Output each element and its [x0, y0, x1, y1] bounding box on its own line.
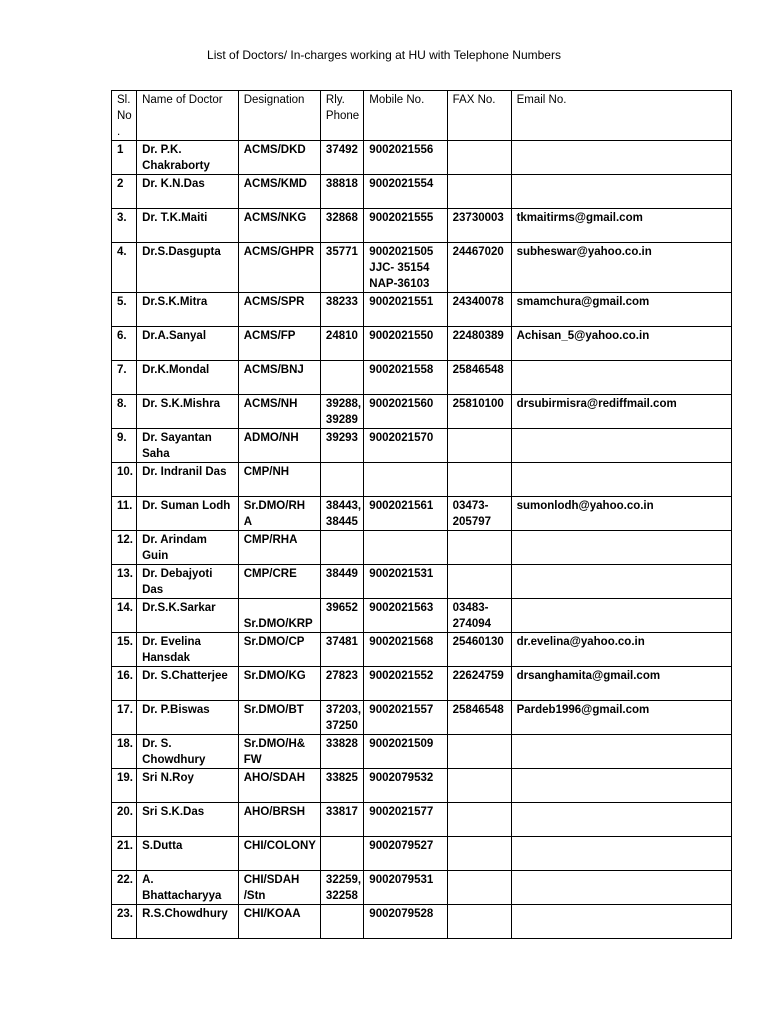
mobile-no-cell: 9002079532 [364, 769, 447, 803]
email-cell: subheswar@yahoo.co.in [511, 243, 731, 293]
sl-no-cell: 2 [112, 175, 137, 209]
fax-no-cell: 03473- 205797 [447, 497, 511, 531]
designation-cell: CMP/NH [238, 463, 320, 497]
designation-cell: Sr.DMO/H& FW [238, 735, 320, 769]
fax-no-cell [447, 871, 511, 905]
sl-no-cell: 8. [112, 395, 137, 429]
rly-phone-cell: 37203, 37250 [320, 701, 363, 735]
table-row [112, 701, 732, 735]
fax-no-cell [447, 803, 511, 837]
fax-no-cell: 25846548 [447, 701, 511, 735]
designation-cell: ADMO/NH [238, 429, 320, 463]
table-row [112, 905, 732, 939]
designation-cell: ACMS/NH [238, 395, 320, 429]
email-cell [511, 905, 731, 939]
email-cell: tkmaitirms@gmail.com [511, 209, 731, 243]
doctor-name-cell: R.S.Chowdhury [137, 905, 239, 939]
sl-no-cell: 1 [112, 141, 137, 175]
doctor-name-cell: Dr. Sayantan Saha [137, 429, 239, 463]
rly-phone-cell: 24810 [320, 327, 363, 361]
rly-phone-cell: 33825 [320, 769, 363, 803]
table-body [112, 141, 732, 939]
sl-no-cell: 6. [112, 327, 137, 361]
doctor-name-cell: Sri N.Roy [137, 769, 239, 803]
rly-phone-cell: 33817 [320, 803, 363, 837]
mobile-no-cell: 9002021561 [364, 497, 447, 531]
sl-no-cell: 13. [112, 565, 137, 599]
designation-cell: ACMS/FP [238, 327, 320, 361]
table-row [112, 497, 732, 531]
email-cell [511, 141, 731, 175]
table-row [112, 429, 732, 463]
mobile-no-cell: 9002079527 [364, 837, 447, 871]
doctor-name-cell: S.Dutta [137, 837, 239, 871]
header-sl-no: Sl. No . [112, 91, 137, 141]
page-title: List of Doctors/ In-charges working at HU with Telephone Numbers [207, 48, 561, 62]
fax-no-cell: 03483- 274094 [447, 599, 511, 633]
rly-phone-cell: 27823 [320, 667, 363, 701]
table-header-row [112, 91, 732, 141]
table-row [112, 463, 732, 497]
doctor-name-cell: Dr. S.K.Mishra [137, 395, 239, 429]
email-cell [511, 463, 731, 497]
mobile-no-cell: 9002021531 [364, 565, 447, 599]
header-fax-no: FAX No. [447, 91, 511, 141]
table-row [112, 395, 732, 429]
email-cell: smamchura@gmail.com [511, 293, 731, 327]
mobile-no-cell: 9002021568 [364, 633, 447, 667]
designation-cell: ACMS/SPR [238, 293, 320, 327]
sl-no-cell: 20. [112, 803, 137, 837]
rly-phone-cell: 32259, 32258 [320, 871, 363, 905]
designation-cell: ACMS/DKD [238, 141, 320, 175]
mobile-no-cell: 9002021509 [364, 735, 447, 769]
fax-no-cell [447, 175, 511, 209]
doctor-name-cell: Sri S.K.Das [137, 803, 239, 837]
designation-cell: Sr.DMO/KRP [238, 599, 320, 633]
table-row [112, 361, 732, 395]
designation-cell: CHI/COLONY [238, 837, 320, 871]
mobile-no-cell: 9002079531 [364, 871, 447, 905]
sl-no-cell: 4. [112, 243, 137, 293]
email-cell [511, 599, 731, 633]
email-cell [511, 531, 731, 565]
designation-cell: AHO/SDAH [238, 769, 320, 803]
sl-no-cell: 16. [112, 667, 137, 701]
table-row [112, 837, 732, 871]
sl-no-cell: 14. [112, 599, 137, 633]
fax-no-cell: 24467020 [447, 243, 511, 293]
rly-phone-cell [320, 463, 363, 497]
designation-cell: Sr.DMO/RH A [238, 497, 320, 531]
email-cell: drsubirmisra@rediffmail.com [511, 395, 731, 429]
sl-no-cell: 9. [112, 429, 137, 463]
email-cell [511, 361, 731, 395]
doctor-name-cell: Dr.A.Sanyal [137, 327, 239, 361]
doctor-name-cell: Dr. Arindam Guin [137, 531, 239, 565]
doctor-name-cell: Dr. T.K.Maiti [137, 209, 239, 243]
designation-cell: ACMS/NKG [238, 209, 320, 243]
header-name-of-doctor: Name of Doctor [137, 91, 239, 141]
doctor-name-cell: Dr. S. Chowdhury [137, 735, 239, 769]
mobile-no-cell: 9002021577 [364, 803, 447, 837]
table-row [112, 633, 732, 667]
mobile-no-cell [364, 463, 447, 497]
rly-phone-cell: 37481 [320, 633, 363, 667]
sl-no-cell: 21. [112, 837, 137, 871]
doctor-name-cell: Dr. S.Chatterjee [137, 667, 239, 701]
doctor-name-cell: Dr. Evelina Hansdak [137, 633, 239, 667]
email-cell [511, 735, 731, 769]
doctor-name-cell: Dr. P.K. Chakraborty [137, 141, 239, 175]
sl-no-cell: 15. [112, 633, 137, 667]
table-row [112, 565, 732, 599]
table-row [112, 769, 732, 803]
sl-no-cell: 19. [112, 769, 137, 803]
fax-no-cell [447, 735, 511, 769]
table-row [112, 667, 732, 701]
sl-no-cell: 22. [112, 871, 137, 905]
doctor-name-cell: Dr. P.Biswas [137, 701, 239, 735]
fax-no-cell: 25846548 [447, 361, 511, 395]
mobile-no-cell: 9002021556 [364, 141, 447, 175]
header-designation: Designation [238, 91, 320, 141]
rly-phone-cell: 39293 [320, 429, 363, 463]
mobile-no-cell [364, 531, 447, 565]
mobile-no-cell: 9002021550 [364, 327, 447, 361]
rly-phone-cell: 33828 [320, 735, 363, 769]
email-cell: sumonlodh@yahoo.co.in [511, 497, 731, 531]
rly-phone-cell: 38818 [320, 175, 363, 209]
fax-no-cell: 24340078 [447, 293, 511, 327]
fax-no-cell: 22480389 [447, 327, 511, 361]
table-row [112, 209, 732, 243]
table-row [112, 175, 732, 209]
designation-cell: CHI/KOAA [238, 905, 320, 939]
sl-no-cell: 23. [112, 905, 137, 939]
designation-cell: Sr.DMO/BT [238, 701, 320, 735]
doctors-table [111, 90, 732, 939]
sl-no-cell: 10. [112, 463, 137, 497]
email-cell [511, 803, 731, 837]
mobile-no-cell: 9002021558 [364, 361, 447, 395]
fax-no-cell [447, 463, 511, 497]
fax-no-cell: 23730003 [447, 209, 511, 243]
mobile-no-cell: 9002021505 JJC- 35154 NAP-36103 [364, 243, 447, 293]
email-cell [511, 175, 731, 209]
doctor-name-cell: Dr.S.K.Mitra [137, 293, 239, 327]
designation-cell: Sr.DMO/KG [238, 667, 320, 701]
sl-no-cell: 17. [112, 701, 137, 735]
designation-cell: ACMS/KMD [238, 175, 320, 209]
fax-no-cell [447, 531, 511, 565]
email-cell: dr.evelina@yahoo.co.in [511, 633, 731, 667]
designation-cell: ACMS/GHPR [238, 243, 320, 293]
rly-phone-cell [320, 905, 363, 939]
email-cell [511, 429, 731, 463]
sl-no-cell: 5. [112, 293, 137, 327]
doctor-name-cell: Dr. Debajyoti Das [137, 565, 239, 599]
rly-phone-cell: 35771 [320, 243, 363, 293]
fax-no-cell [447, 769, 511, 803]
rly-phone-cell: 38443, 38445 [320, 497, 363, 531]
doctor-name-cell: Dr.S.K.Sarkar [137, 599, 239, 633]
fax-no-cell: 25810100 [447, 395, 511, 429]
mobile-no-cell: 9002021555 [364, 209, 447, 243]
table-row [112, 327, 732, 361]
table-row [112, 141, 732, 175]
rly-phone-cell [320, 361, 363, 395]
sl-no-cell: 7. [112, 361, 137, 395]
fax-no-cell: 22624759 [447, 667, 511, 701]
fax-no-cell [447, 837, 511, 871]
doctor-name-cell: Dr.K.Mondal [137, 361, 239, 395]
doctor-name-cell: Dr.S.Dasgupta [137, 243, 239, 293]
doctor-name-cell: Dr. Suman Lodh [137, 497, 239, 531]
mobile-no-cell: 9002021557 [364, 701, 447, 735]
rly-phone-cell: 32868 [320, 209, 363, 243]
fax-no-cell: 25460130 [447, 633, 511, 667]
mobile-no-cell: 9002021551 [364, 293, 447, 327]
mobile-no-cell: 9002021554 [364, 175, 447, 209]
sl-no-cell: 18. [112, 735, 137, 769]
rly-phone-cell [320, 531, 363, 565]
fax-no-cell [447, 565, 511, 599]
designation-cell: CHI/SDAH /Stn [238, 871, 320, 905]
email-cell [511, 769, 731, 803]
sl-no-cell: 3. [112, 209, 137, 243]
table-row [112, 531, 732, 565]
rly-phone-cell: 38233 [320, 293, 363, 327]
rly-phone-cell: 39288, 39289 [320, 395, 363, 429]
mobile-no-cell: 9002021560 [364, 395, 447, 429]
sl-no-cell: 12. [112, 531, 137, 565]
rly-phone-cell: 39652 [320, 599, 363, 633]
designation-cell: AHO/BRSH [238, 803, 320, 837]
mobile-no-cell: 9002021570 [364, 429, 447, 463]
header-mobile-no: Mobile No. [364, 91, 447, 141]
mobile-no-cell: 9002079528 [364, 905, 447, 939]
mobile-no-cell: 9002021552 [364, 667, 447, 701]
designation-cell: ACMS/BNJ [238, 361, 320, 395]
email-cell: drsanghamita@gmail.com [511, 667, 731, 701]
table-row [112, 871, 732, 905]
fax-no-cell [447, 905, 511, 939]
rly-phone-cell: 37492 [320, 141, 363, 175]
designation-cell: Sr.DMO/CP [238, 633, 320, 667]
table-row [112, 735, 732, 769]
rly-phone-cell: 38449 [320, 565, 363, 599]
rly-phone-cell [320, 837, 363, 871]
email-cell [511, 871, 731, 905]
email-cell: Achisan_5@yahoo.co.in [511, 327, 731, 361]
designation-cell: CMP/CRE [238, 565, 320, 599]
table-row [112, 243, 732, 293]
fax-no-cell [447, 429, 511, 463]
mobile-no-cell: 9002021563 [364, 599, 447, 633]
fax-no-cell [447, 141, 511, 175]
header-email-no: Email No. [511, 91, 731, 141]
email-cell [511, 565, 731, 599]
doctor-name-cell: A. Bhattacharyya [137, 871, 239, 905]
sl-no-cell: 11. [112, 497, 137, 531]
email-cell [511, 837, 731, 871]
doctor-name-cell: Dr. Indranil Das [137, 463, 239, 497]
designation-cell: CMP/RHA [238, 531, 320, 565]
header-rly-phone: Rly. Phone [320, 91, 363, 141]
table-row [112, 599, 732, 633]
table-row [112, 293, 732, 327]
doctor-name-cell: Dr. K.N.Das [137, 175, 239, 209]
table-row [112, 803, 732, 837]
email-cell: Pardeb1996@gmail.com [511, 701, 731, 735]
